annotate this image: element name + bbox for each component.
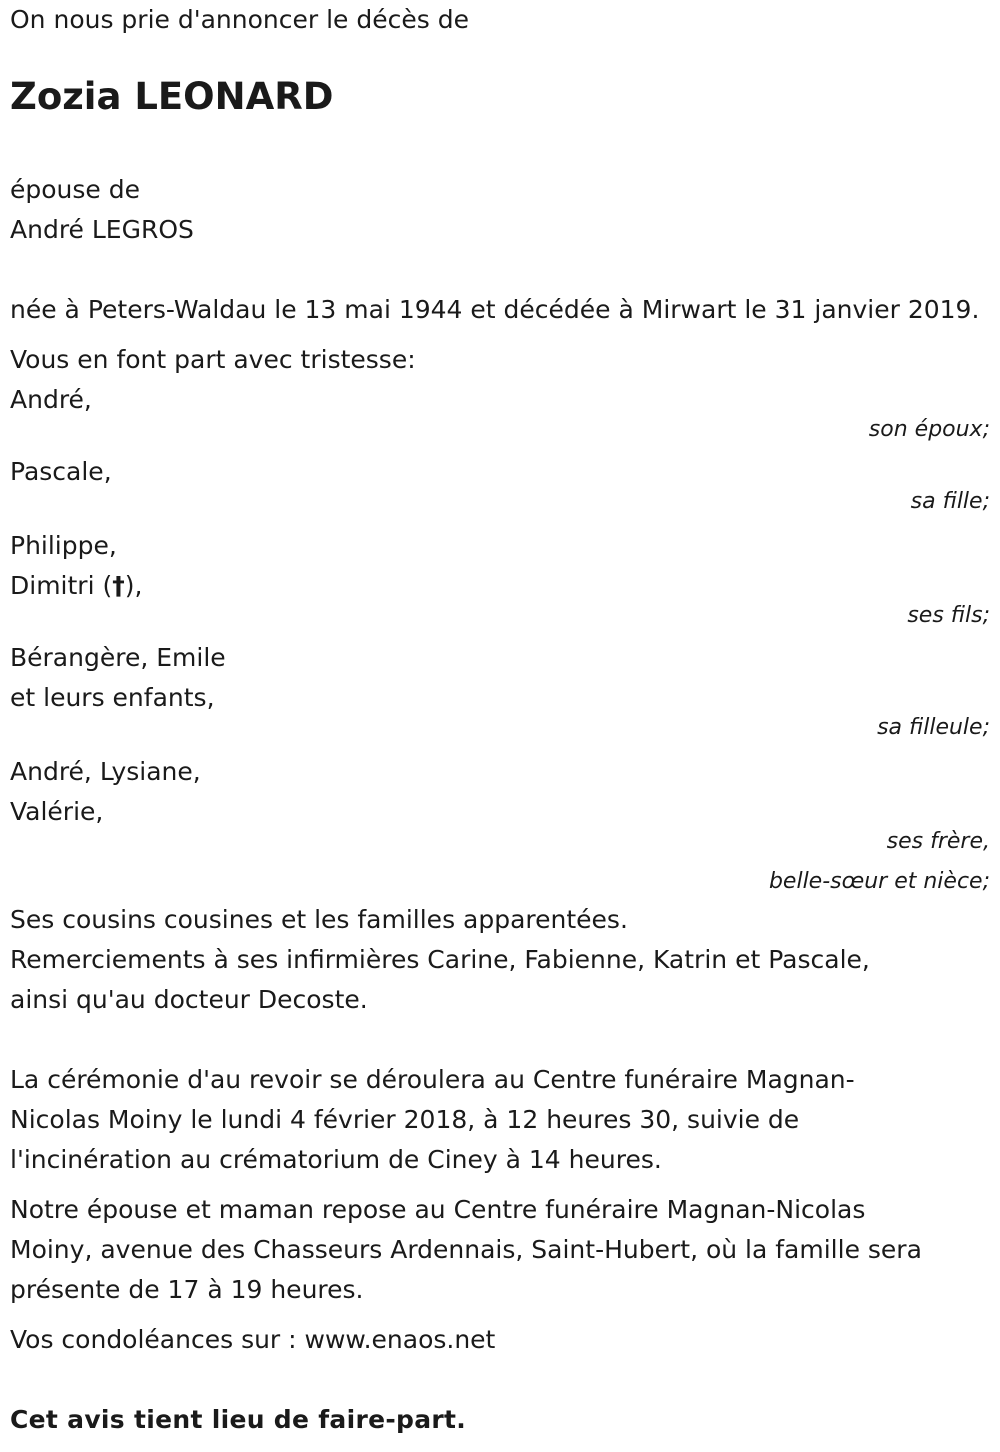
deceased-name: Zozia LEONARD: [10, 75, 334, 118]
rest-text: Notre épouse et maman repose au Centre funéraire Magnan-Nicolas: [10, 1195, 866, 1224]
family-relation: sa filleule;: [877, 715, 990, 740]
family-group-daughter: [10, 452, 990, 520]
spacer: [10, 1180, 990, 1190]
cousins-text: Ses cousins cousines et les familles apparentées.: [10, 905, 628, 934]
family-group-sons: [10, 526, 990, 634]
family-name-deceased: Dimitri (†),: [10, 571, 143, 600]
footer-notice: Cet avis tient lieu de faire-part.: [10, 1405, 467, 1434]
family-relation: sa fille;: [910, 489, 990, 514]
family-name: André,: [10, 385, 92, 414]
obituary-notice: [10, 0, 990, 1440]
family-name: Valérie,: [10, 797, 104, 826]
rest-text: Moiny, avenue des Chasseurs Ardennais, Saint-Hubert, où la famille sera: [10, 1235, 922, 1264]
spouse-label: épouse de: [10, 175, 140, 204]
family-relation: ses fils;: [907, 603, 990, 628]
family-relation: belle-sœur et nièce;: [768, 869, 990, 894]
rest-text: présente de 17 à 19 heures.: [10, 1275, 364, 1304]
family-group-siblings: [10, 752, 990, 900]
family-group-spouse: [10, 380, 990, 448]
family-name: et leurs enfants,: [10, 683, 215, 712]
family-relation: son époux;: [868, 417, 990, 442]
spacer: [10, 122, 990, 170]
family-name: Pascale,: [10, 457, 112, 486]
ceremony-text: Nicolas Moiny le lundi 4 février 2018, à 12 heures 30, suivie de: [10, 1105, 800, 1134]
ceremony-text: La cérémonie d'au revoir se déroulera au Centre funéraire Magnan-: [10, 1065, 855, 1094]
birth-death-text: née à Peters-Waldau le 13 mai 1944 et décédée à Mirwart le 31 janvier 2019.: [10, 295, 980, 324]
spacer: [10, 250, 990, 290]
spacer: [10, 1360, 990, 1400]
condolences-text: Vos condoléances sur : www.enaos.net: [10, 1325, 496, 1354]
thanks-text: Remerciements à ses infirmières Carine, Fabienne, Katrin et Pascale,: [10, 945, 870, 974]
ceremony-text: l'incinération au crématorium de Ciney à 14 heures.: [10, 1145, 662, 1174]
spouse-name: André LEGROS: [10, 215, 194, 244]
family-name: Philippe,: [10, 531, 117, 560]
spacer: [10, 1020, 990, 1060]
family-relation: ses frère,: [886, 829, 990, 854]
family-name: Bérangère, Emile: [10, 643, 226, 672]
family-name: André, Lysiane,: [10, 757, 201, 786]
family-group-goddaughter: [10, 638, 990, 746]
intro-text: On nous prie d'annoncer le décès de: [10, 5, 469, 34]
spacer: [10, 330, 990, 340]
cross-icon: †: [112, 571, 125, 600]
thanks-text: ainsi qu'au docteur Decoste.: [10, 985, 368, 1014]
family-intro: Vous en font part avec tristesse:: [10, 345, 416, 374]
spacer: [10, 1310, 990, 1320]
